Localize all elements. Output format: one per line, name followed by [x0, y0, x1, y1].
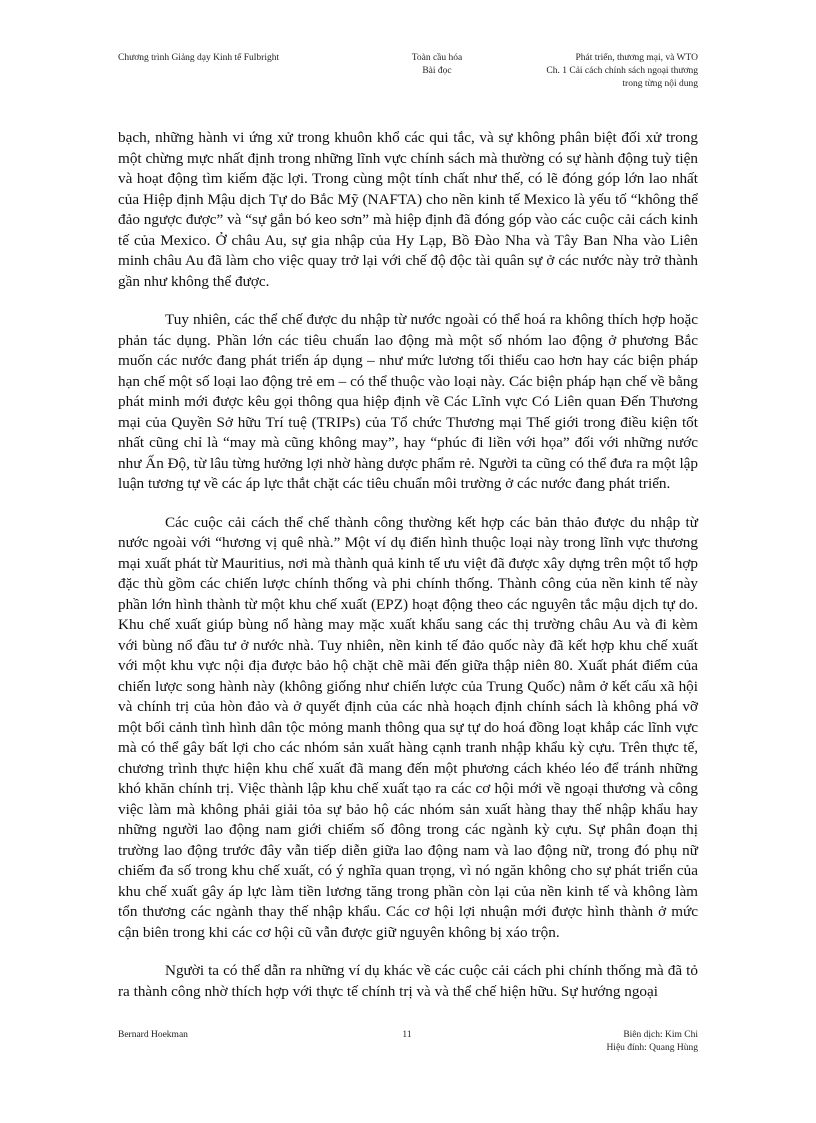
- footer-translator: Biên dịch: Kim Chi: [623, 1030, 698, 1040]
- footer-credits: [548, 1029, 698, 1055]
- header-chapter-info: [508, 52, 698, 91]
- paragraph-4: Người ta có thể dẫn ra những ví dụ khác về các cuộc cải cách phi chính thống mà đã tỏ ra thành công nhờ thích hợp với thực tế chính trị và và thể chế hiện hữu. Sự hướng ngoại: [118, 962, 698, 1000]
- paragraph-2: Tuy nhiên, các thể chế được du nhập từ nước ngoài có thể hoá ra không thích hợp hoặc phản tác dụng. Phần lớn các tiêu chuẩn lao động mà một số nhóm lao động ở phương Bắc muốn các nước đang phát triển áp dụng – như mức lương tối thiểu cao hơn hay các biện pháp hạn chế một số loại lao động trẻ em – có thể thuộc vào loại này. Các biện pháp hạn chế về bằng phát minh mới được kêu gọi thông qua hiệp định về Các Lĩnh vực Có Liên quan Đến Thương mại của Quyền Sở hữu Trí tuệ (TRIPs) của Tổ chức Thương mại Thế giới trong điều kiện tốt nhất cũng chỉ là “may mà cũng không may”, hay “phúc đi liền với họa” đối với những nước như Ấn Độ, từ lâu từng hưởng lợi nhờ hàng dược phẩm rẻ. Người ta cũng có thể đưa ra một lập luận tương tự về các áp lực thắt chặt các tiêu chuẩn môi trường ở các nước đang phát triển.: [118, 311, 698, 492]
- header-program-name: Chương trình Giảng dạy Kinh tế Fulbright: [118, 53, 280, 63]
- header-reading-label: Bài đọc: [422, 66, 452, 76]
- footer-editor: Hiệu đính: Quang Hùng: [606, 1043, 698, 1053]
- header-chapter: Ch. 1 Cải cách chính sách ngoại thương: [546, 66, 698, 76]
- footer-author: Bernard Hoekman: [118, 1030, 188, 1040]
- paragraph-3: Các cuộc cải cách thể chế thành công thường kết hợp các bản thảo được du nhập từ nước ngoài với “hương vị quê nhà.” Một ví dụ điển hình thuộc loại này trong lĩnh vực thương mại xuất phát từ Mauritius, nơi mà thành quả kinh tế ưu việt đã được xây dựng trên một tổ hợp đặc thù gồm các chiến lược chính thống và phi chính thống. Thành công của nền kinh tế này phần lớn hình thành từ một khu chế xuất (EPZ) hoạt động theo các nguyên tắc mậu dịch tự do. Khu chế xuất giúp bùng nổ hàng may mặc xuất khẩu sang các thị trường châu Au và đi kèm với bùng nổ đầu tư ở nước nhà. Tuy nhiên, nền kinh tế đảo quốc này đã kết hợp khu chế xuất với một khu vực nội địa được bảo hộ chặt chẽ mãi đến giữa thập niên 80. Xuất phát điểm của chiến lược song hành này (không giống như chiến lược của Trung Quốc) nằm ở kết cấu xã hội và chính trị của hòn đảo và ở quyết định của các nhà hoạch định chính sách là không phá vỡ một bối cảnh tình hình dân tộc mỏng manh thông qua sự tự do hoá đồng loạt khắp các lĩnh vực mà có thể gây bất lợi cho các nhóm sản xuất hàng cạnh tranh nhập khẩu kỳ cựu. Trên thực tế, chương trình thực hiện khu chế xuất đã mang đến một phương cách khéo léo để tránh những khó khăn chính trị. Việc thành lập khu chế xuất tạo ra các cơ hội mới về ngoại thương và công việc làm mà không phải giải tỏa sự bảo hộ các nhóm sản xuất hàng thay thế nhập khẩu hay những người lao động nam giới chiếm số đông trong các ngành kỳ cựu. Sự phân đoạn thị trường lao động trước đây vẫn tiếp diễn giữa lao động nam và lao động nữ, trong đó phụ nữ chiếm đa số trong khu chế xuất, có ý nghĩa quan trọng, vì nó ngăn không cho sự phát triển của khu chế xuất gây áp lực làm tiền lương tăng trong phần còn lại của nền kinh tế và không làm tổn thương các ngành thay thế nhập khẩu. Các cơ hội lợi nhuận mới được hình thành ở mức cận biên trong khi các cơ hội cũ vẫn được giữ nguyên không bị xáo trộn.: [118, 513, 698, 941]
- header-course-title: Toàn cầu hóa: [411, 53, 463, 63]
- page-number: 11: [402, 1030, 412, 1040]
- document-body: [118, 128, 698, 1020]
- header-topic: Phát triển, thương mại, và WTO: [575, 53, 698, 63]
- header-course: [382, 52, 492, 78]
- paragraph-1: bạch, những hành vi ứng xử trong khuôn khổ các qui tắc, và sự không phân biệt đối xử trong một chừng mực nhất định trong những lĩnh vực chính sách mà thường có sự hành động tuỳ tiện và hoạt động tìm kiếm đặc lợi. Trong cùng một tính chất như thế, có lẽ đóng góp lớn lao nhất của Hiệp định Mậu dịch Tự do Bắc Mỹ (NAFTA) cho nền kinh tế Mexico là yếu tố “không thể đảo ngược được” và “sự gắn bó keo sơn” mà hiệp định đã đóng góp vào các cuộc cải cách kinh tế của Mexico. Ở châu Au, sự gia nhập của Hy Lạp, Bồ Đào Nha và Tây Ban Nha vào Liên minh châu Au đã làm cho việc quay trở lại với chế độ độc tài quân sự ở các nước này trở thành gần như không thể được.: [118, 129, 698, 290]
- header-chapter-sub: trong từng nội dung: [622, 79, 698, 89]
